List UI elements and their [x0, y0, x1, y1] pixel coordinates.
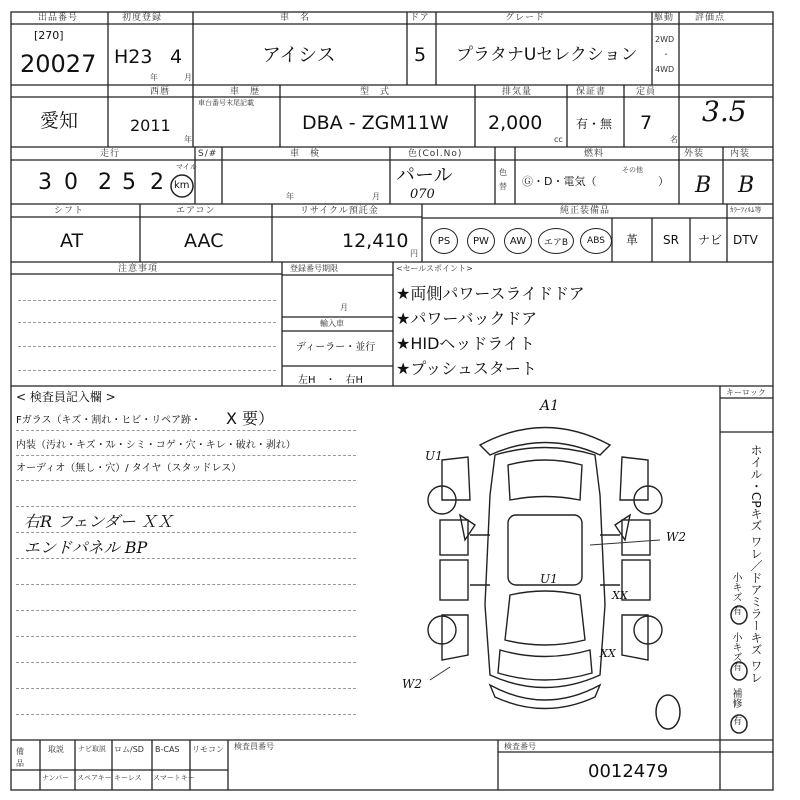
inspection-rule-8 — [16, 610, 356, 611]
caution-line-3 — [18, 346, 276, 347]
recycle-value: 12,410 — [342, 230, 409, 252]
drive-2wd: 2WD — [655, 35, 675, 44]
mark-a1: A1 — [540, 398, 560, 414]
odometer-digit-5: 2 — [150, 170, 164, 195]
caution-line-2 — [18, 322, 276, 323]
small-scratch-1: 小キズ — [730, 572, 741, 602]
small-scratch-2: 小キズ — [730, 632, 741, 662]
insp-year-mark: 年 — [286, 192, 294, 201]
sales-point-2: ★パワーバックドア — [396, 309, 538, 328]
shift-value: AT — [60, 230, 84, 252]
yes-mark-1: 有 — [733, 607, 743, 617]
exterior-grade: B — [695, 173, 712, 198]
item-smart-key: スマートキー — [153, 774, 195, 782]
mark-u1-left: U1 — [425, 449, 443, 463]
drive-dot: ・ — [662, 50, 670, 59]
item-rom-sd: ロム/SD — [114, 745, 144, 754]
sno-label: S/# — [198, 149, 218, 159]
item-plate: ナンバー — [42, 774, 70, 782]
equip-abs: ABS — [580, 228, 612, 254]
warranty-value: 有・無 — [576, 117, 613, 131]
inspection-line-3: オーディオ（無し・穴）/ タイヤ（スタッドレス） — [16, 463, 242, 474]
cc-mark: cc — [554, 135, 563, 144]
color-code: 070 — [410, 187, 435, 202]
inspection-rule-2 — [16, 455, 356, 456]
chassis-label: 車 歴 — [230, 87, 261, 97]
inspection-rule-11 — [16, 688, 356, 689]
steering-option: 左H ・ 右H — [298, 375, 364, 386]
inspection-rule-1 — [16, 430, 356, 431]
equip-aw: AW — [504, 228, 532, 254]
lot-number: 20027 — [20, 50, 97, 78]
inspection-rule-5 — [16, 532, 356, 533]
color-label: 色(Col.No) — [408, 149, 463, 159]
region-value: 愛知 — [40, 110, 79, 132]
repaint-label: 補修 — [730, 688, 741, 708]
door-label: ドア — [410, 13, 430, 23]
chassis-sub: 車台番号末尾記載 — [198, 99, 254, 107]
fuel-label: 燃料 — [584, 149, 605, 159]
inspection-rule-7 — [16, 584, 356, 585]
insp-month-mark: 月 — [372, 192, 380, 201]
yen-mark: 円 — [410, 249, 418, 258]
hand-note-1: 右R フェンダー ＸＸ — [24, 512, 173, 531]
score-label: 評価点 — [695, 13, 726, 23]
sales-point-3: ★HIDヘッドライト — [396, 334, 535, 353]
reg-label: 登録番号期限 — [290, 264, 338, 273]
inspection-rule-9 — [16, 636, 356, 637]
inspection-line-1: Fガラス（キズ・割れ・ヒビ・リペア跡・ — [16, 415, 202, 426]
car-diagram — [420, 405, 680, 725]
item-remote: リモコン — [192, 745, 224, 754]
mark-xx-1: XX — [612, 589, 628, 602]
caution-label: 注意事項 — [118, 264, 159, 274]
mark-w2-right: W2 — [666, 530, 686, 544]
import-label: 輸入車 — [320, 319, 344, 328]
interior-label: 内装 — [730, 149, 751, 159]
accessories-label: 備品 — [16, 747, 24, 768]
grade-label: グレード — [505, 13, 546, 23]
mark-w2-left: W2 — [402, 677, 422, 691]
grade-value: プラタナUセレクション — [456, 45, 638, 65]
equip-leather: 革 — [626, 233, 639, 247]
drive-4wd: 4WD — [655, 65, 675, 74]
exterior-label: 外装 — [684, 149, 705, 159]
sheet-number: 0012479 — [588, 761, 669, 782]
model-label: 型 式 — [360, 87, 391, 97]
inspection-line-2: 内装（汚れ・キズ・ｽﾚ・シミ・コゲ・穴・キレ・破れ・剥れ） — [16, 440, 296, 451]
drive-label: 駆動 — [654, 13, 675, 23]
make-label: 車 名 — [280, 13, 311, 23]
caution-line-1 — [18, 300, 276, 301]
equip-sr: SR — [663, 233, 679, 247]
equip-sub: ｶﾗｰﾌｨﾙﾑ等 — [730, 206, 762, 214]
yes-mark-2: 有 — [733, 663, 743, 673]
inspector-label: 検査員番号 — [234, 742, 274, 751]
inspection-rule-6 — [16, 558, 356, 559]
recycle-label: リサイクル預託金 — [300, 206, 379, 216]
fuel-other: その他 — [622, 166, 643, 174]
caution-line-4 — [18, 370, 276, 371]
sales-point-1: ★両側パワースライドドア — [396, 284, 585, 303]
warranty-label: 保証書 — [576, 87, 607, 97]
inspection-rule-12 — [16, 714, 356, 715]
model-code: DBA - ZGM11W — [302, 112, 449, 134]
right-vertical-text: ホイル・CPキズ ワレ／ドアミラーキズ ワレ — [749, 444, 763, 684]
color-name: パール — [396, 164, 453, 186]
inspection-line-1-mark: X 要） — [226, 409, 275, 428]
model-name: アイシス — [262, 44, 336, 66]
equip-ps: PS — [430, 228, 458, 254]
item-bcas: B-CAS — [155, 745, 180, 754]
km-mark: km — [174, 180, 190, 191]
odometer-digit-1: 3 — [38, 170, 52, 195]
year-label: 西暦 — [150, 87, 171, 97]
item-navi-manual: ナビ取説 — [78, 745, 106, 753]
ac-label: エアコン — [176, 206, 216, 216]
item-manual: 取説 — [48, 745, 64, 754]
odometer-digit-2: 0 — [64, 170, 78, 195]
equip-label: 純正装備品 — [560, 206, 611, 216]
inspection-title: < 検査員記入欄 > — [16, 390, 116, 404]
equip-pw: PW — [467, 228, 495, 254]
capacity-label: 定員 — [636, 87, 657, 97]
capacity-mark: 名 — [670, 135, 678, 144]
fuel-close: ） — [658, 175, 669, 188]
disp-label: 排気量 — [502, 87, 533, 97]
item-spare-key: スペアキー — [77, 774, 112, 782]
reg-era: H23 — [114, 46, 153, 68]
ac-value: AAC — [184, 230, 224, 252]
inspection-rule-3 — [16, 480, 356, 481]
yes-mark-3: 有 — [733, 717, 743, 727]
score-value: 3.5 — [702, 95, 747, 128]
dealer-option: ディーラー・並行 — [296, 342, 376, 353]
capacity-value: 7 — [640, 112, 653, 134]
equip-navi: ナビ — [698, 233, 723, 247]
item-keyless: キーレス — [114, 774, 142, 782]
reg-month: 4 — [170, 46, 183, 68]
odometer-digit-3: 2 — [98, 170, 112, 195]
fuel-options: Ⓖ・D・電気（ — [522, 175, 597, 188]
sales-point-4: ★プッシュスタート — [396, 359, 537, 378]
equip-airbag: エアB — [538, 228, 574, 254]
mileage-label: 走行 — [100, 149, 121, 159]
year-mark: 年 — [150, 73, 158, 82]
sheet-label: 検査番号 — [504, 742, 536, 751]
year-value: 2011 — [130, 116, 171, 135]
keylock-label: キーロック — [726, 388, 766, 397]
sales-label: <セールスポイント> — [396, 264, 473, 273]
reg-month: 月 — [340, 303, 348, 312]
mark-u1-center: U1 — [540, 572, 558, 586]
hand-note-2: エンドパネル BP — [24, 538, 148, 557]
inspection-rule-4 — [16, 506, 356, 507]
inspection-label: 車 検 — [290, 149, 321, 159]
odometer-digit-4: 5 — [122, 170, 136, 195]
interior-grade: B — [738, 173, 755, 198]
month-mark: 月 — [184, 73, 192, 82]
mile-mark: マイル — [176, 163, 197, 171]
inspection-rule-10 — [16, 662, 356, 663]
lot-label: 出品番号 — [38, 13, 79, 23]
displacement-value: 2,000 — [488, 112, 543, 134]
door-count: 5 — [414, 44, 427, 66]
year2-mark: 年 — [184, 135, 192, 144]
equip-dtv: DTV — [733, 233, 758, 247]
first-reg-label: 初度登録 — [122, 13, 163, 23]
color-change: 色替 — [499, 168, 507, 191]
shift-label: シフト — [54, 206, 85, 216]
mark-xx-2: XX — [600, 647, 616, 660]
lot-sub: [270] — [34, 29, 64, 42]
